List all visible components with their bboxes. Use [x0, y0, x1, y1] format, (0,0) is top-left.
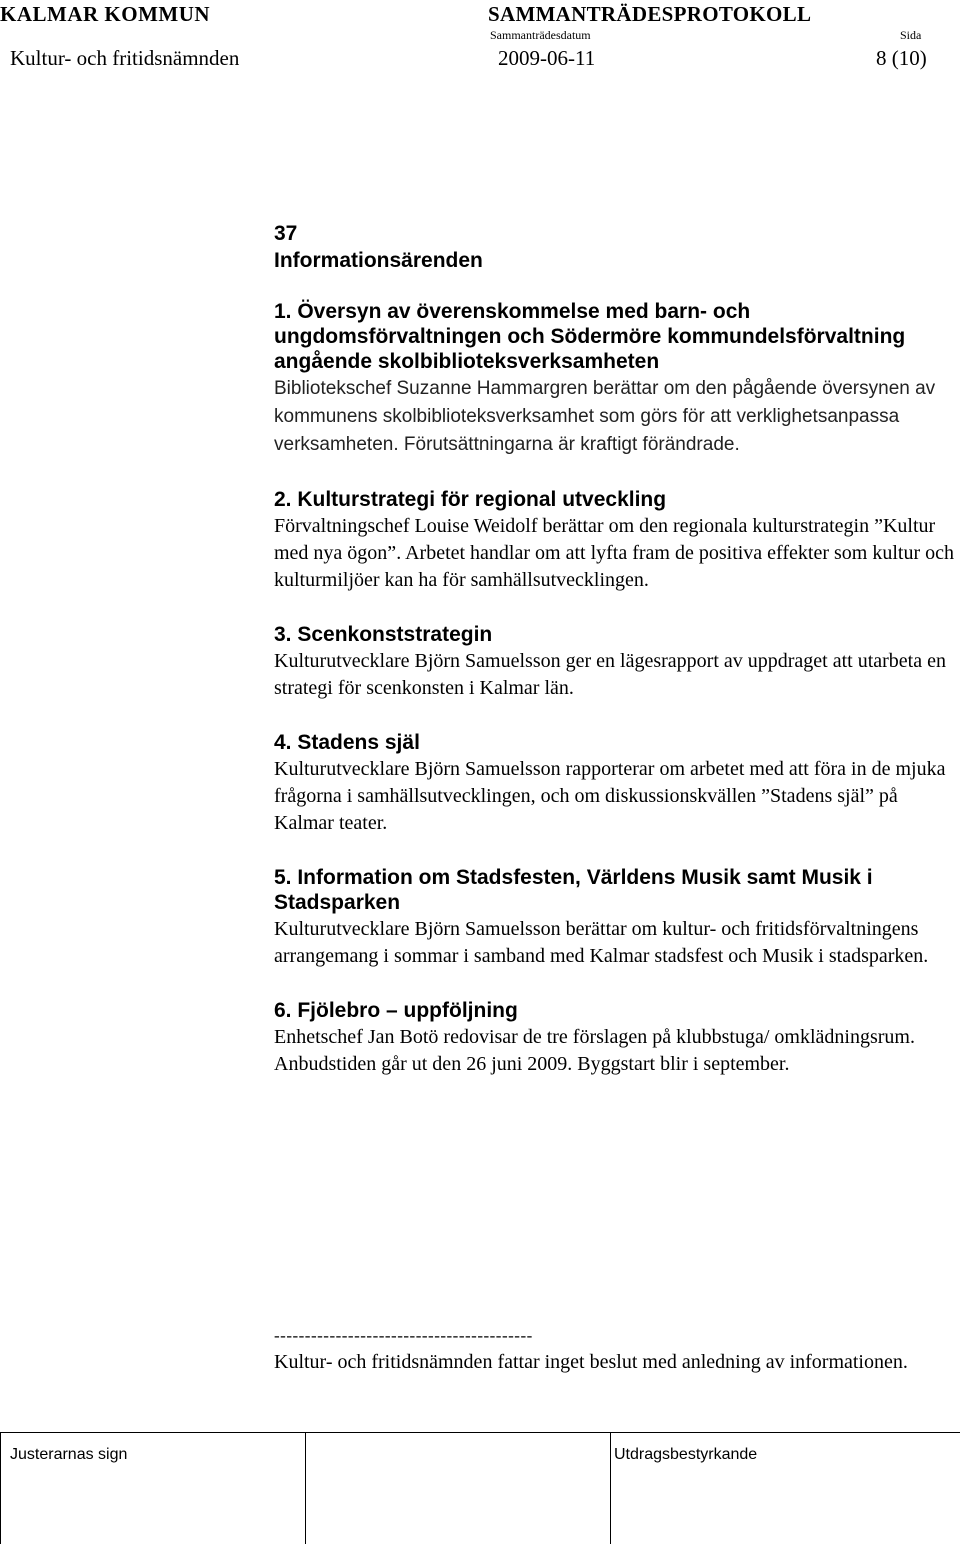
justerarnas-sign-label: Justerarnas sign — [10, 1446, 128, 1463]
meeting-date: 2009-06-11 — [498, 46, 596, 70]
page-number: 8 (10) — [876, 46, 927, 70]
date-label: Sammanträdesdatum — [490, 28, 591, 42]
utdragsbestyrkande-label: Utdragsbestyrkande — [614, 1446, 758, 1463]
info-item-body: Kulturutvecklare Björn Samuelsson ger en lägesrapport av uppdraget att utarbeta en strategi för scenkonsten i Kalmar län. — [274, 650, 946, 699]
info-item-body: Bibliotekschef Suzanne Hammargren berättar om den pågående översynen av kommunens skolbiblioteksverksamhet som görs för att verklighetsanpassa verksamheten. Förutsättningarna är kraftigt förändrade. — [274, 378, 936, 455]
info-item-body: Kulturutvecklare Björn Samuelsson berättar om kultur- och fritidsförvaltningens arrangemang i sommar i samband med Kalmar stadsfest och Musik i stadsparken. — [274, 918, 929, 967]
info-item — [274, 865, 958, 970]
info-item-title: 4. Stadens själ — [274, 731, 420, 754]
info-item-body: Förvaltningschef Louise Weidolf berättar om den regionala kulturstrategin ”Kultur med nya ögon”. Arbetet handlar om att lyfta fram de positiva effekter som kultur och kulturmiljöer kan ha för samhällsutvecklingen. — [274, 515, 954, 591]
committee-name: Kultur- och fritidsnämnden — [10, 46, 240, 70]
info-item-title: 2. Kulturstrategi för regional utveckling — [274, 488, 667, 511]
info-item — [274, 299, 958, 459]
section-number: 37 — [274, 222, 298, 245]
info-item-title: 5. Information om Stadsfesten, Världens Musik samt Musik i Stadsparken — [274, 866, 873, 914]
signature-box-middle — [305, 1432, 610, 1544]
info-item-body: Kulturutvecklare Björn Samuelsson rapporterar om arbetet med att föra in de mjuka frågorna i samhällsutvecklingen, och om diskussionskvällen ”Stadens själ” på Kalmar teater. — [274, 758, 946, 834]
page-label: Sida — [900, 28, 922, 42]
municipality-name: KALMAR KOMMUN — [0, 2, 211, 26]
info-item-title: 3. Scenkonststrategin — [274, 623, 493, 646]
separator-line: ------------------------------------------ — [274, 1326, 533, 1345]
info-item-title: 1. Översyn av överenskommelse med barn- och ungdomsförvaltningen och Södermöre kommundelsförvaltning angående skolbiblioteksverksamheten — [274, 300, 906, 373]
info-item — [274, 622, 958, 702]
document-type: SAMMANTRÄDESPROTOKOLL — [488, 2, 812, 26]
protocol-content — [274, 212, 958, 1078]
signature-footer — [0, 1432, 960, 1544]
info-item — [274, 487, 958, 594]
info-item-body: Enhetschef Jan Botö redovisar de tre förslagen på klubbstuga/ omklädningsrum. Anbudstiden går ut den 26 juni 2009. Byggstart blir i september. — [274, 1026, 915, 1075]
info-item — [274, 998, 958, 1078]
section-title: Informationsärenden — [274, 249, 483, 272]
info-item — [274, 730, 958, 837]
decision-text: Kultur- och fritidsnämnden fattar inget beslut med anledning av informationen. — [274, 1351, 908, 1373]
info-item-title: 6. Fjölebro – uppföljning — [274, 999, 518, 1022]
